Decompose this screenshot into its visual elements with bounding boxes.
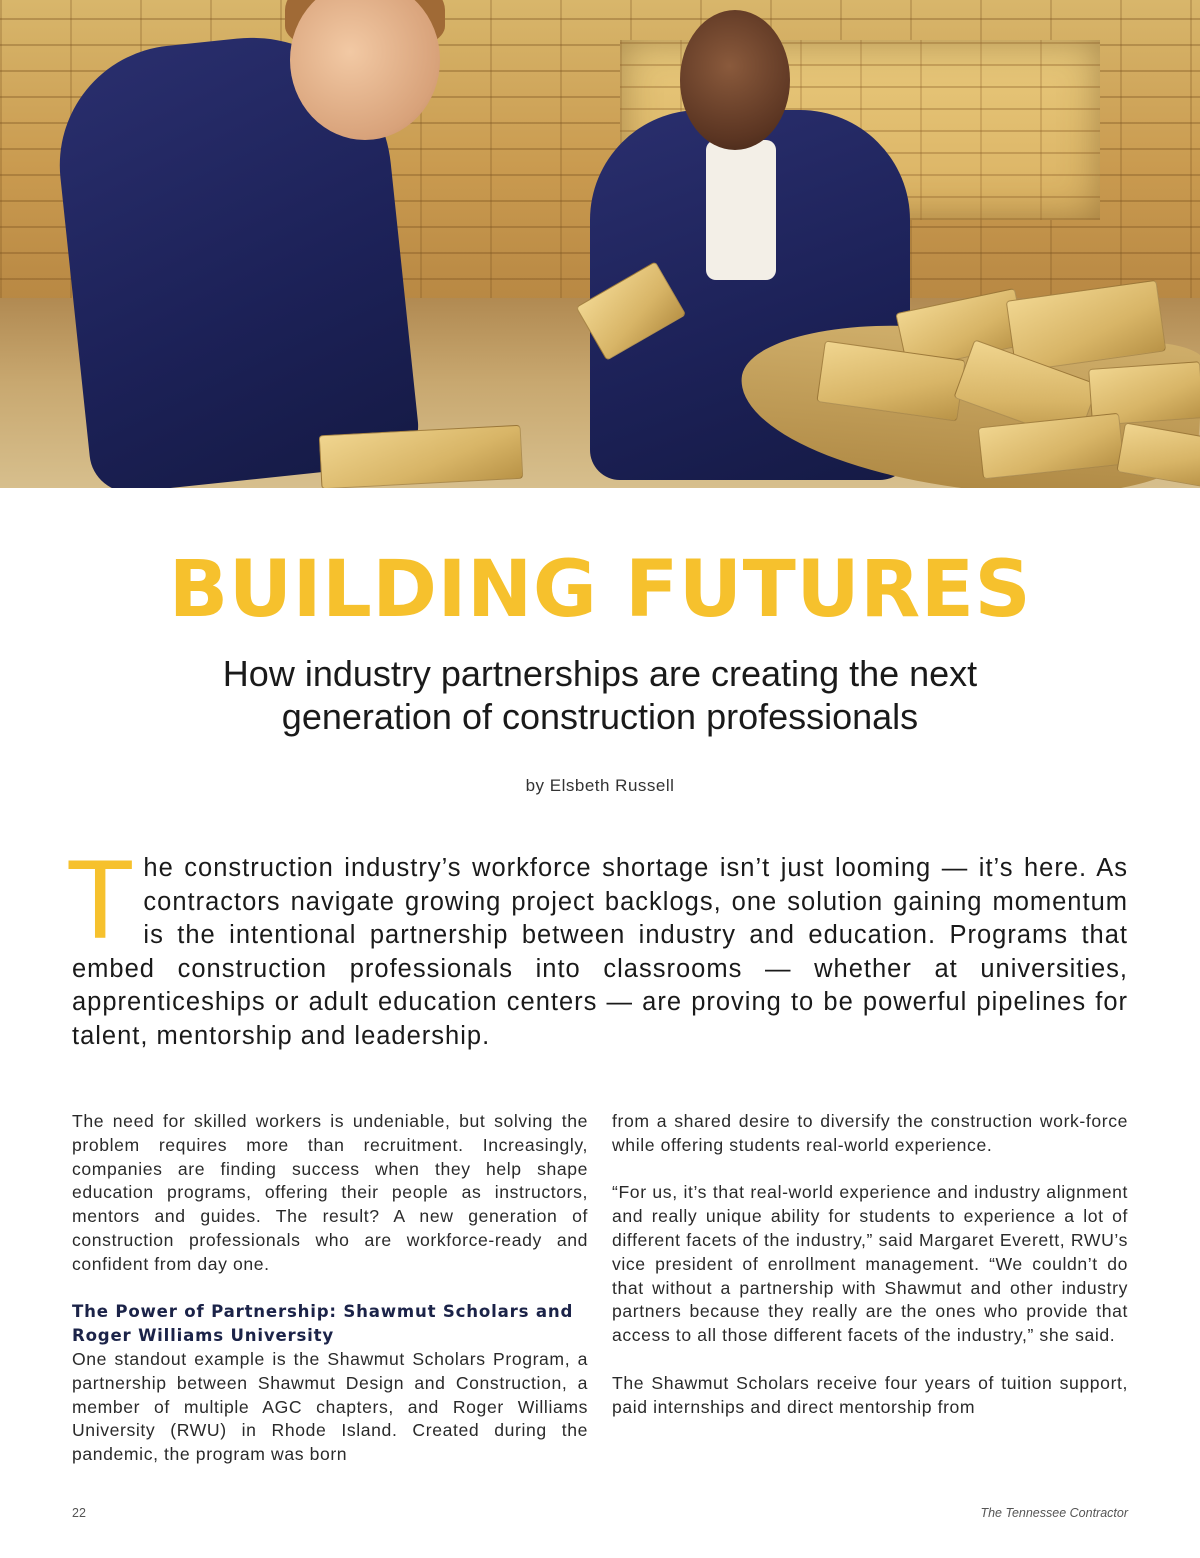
- article-subtitle: How industry partnerships are creating the next generation of construction professionals: [222, 653, 978, 737]
- body-paragraph: The need for skilled workers is undeniable, but solving the problem requires more than recruitment. Increasingly, companies are finding success when they help shape education programs, offering their people as instructors, mentors and guides. The result? A new generation of construction professionals who are workforce-ready and confident from day one.: [72, 1111, 588, 1274]
- article-title: BUILDING FUTURES: [168, 545, 1032, 635]
- lead-text: he construction industry’s workforce shortage isn’t just looming — it’s here. As contractors navigate growing project backlogs, one solution gaining momentum is the intentional partnership between industry and education. Programs that embed construction professionals into classrooms — whether at universities, apprenticeships or adult education centers — are proving to be powerful pipelines for talent, mentorship and leadership.: [72, 854, 1128, 1050]
- instructor-head: [680, 10, 790, 150]
- brick: [319, 425, 524, 488]
- body-paragraph: The Shawmut Scholars receive four years of tuition support, paid internships and direct mentorship from: [612, 1372, 1128, 1417]
- section-heading: The Power of Partnership: Shawmut Scholars and Roger Williams University: [72, 1302, 574, 1346]
- hero-photo: [0, 0, 1200, 488]
- body-paragraph: One standout example is the Shawmut Scholars Program, a partnership between Shawmut Design and Construction, a member of multiple AGC chapters, and Roger Williams University (RWU) in Rhode Island. Created during the pandemic, the program was born: [72, 1348, 588, 1465]
- article-byline: by Elsbeth Russell: [525, 776, 675, 795]
- body-paragraph: “For us, it’s that real-world experience and industry alignment and really unique ability for students to experience a lot of different facets of the industry,” said Margaret Everett, RWU’s vice president of enrollment management. “We couldn’t do that without a partnership with Shawmut and other industry partners because they really are the ones who provide that access to all those different facets of the industry,” she said.: [612, 1182, 1128, 1346]
- publication-name: The Tennessee Contractor: [980, 1506, 1128, 1520]
- body-paragraph: from a shared desire to diversify the construction work-force while offering students real-world experience.: [612, 1111, 1128, 1155]
- body-column-left: [72, 1110, 588, 1467]
- instructor-shirt: [706, 140, 776, 280]
- lead-paragraph: [66, 837, 1128, 1053]
- body-column-right: [612, 1110, 1128, 1419]
- drop-cap: T: [66, 837, 136, 962]
- page-number: 22: [72, 1506, 86, 1520]
